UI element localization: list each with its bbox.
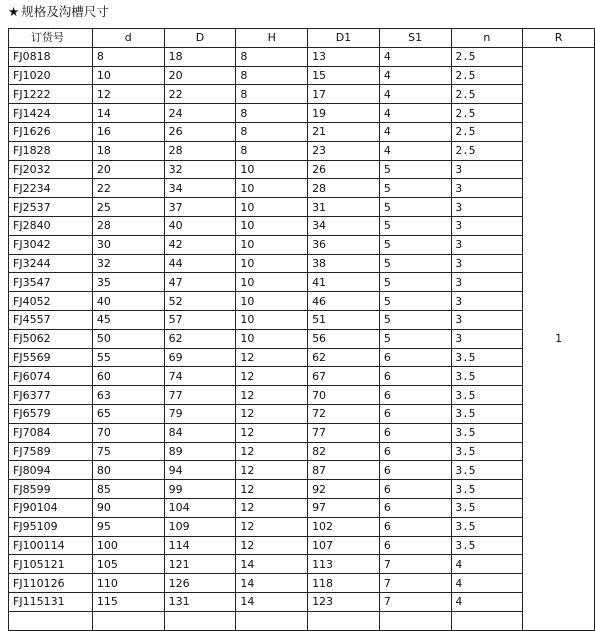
cell-H: 12 <box>236 461 308 480</box>
cell-D: 104 <box>164 498 236 517</box>
cell-D: 42 <box>164 235 236 254</box>
cell-order-no: FJ1020 <box>9 66 93 85</box>
cell-n: 3 <box>451 292 523 311</box>
cell-S1: 7 <box>379 555 451 574</box>
cell-H: 12 <box>236 442 308 461</box>
cell-D1: 31 <box>308 198 380 217</box>
star-icon: ★ <box>8 4 20 19</box>
cell-order-no: FJ2840 <box>9 216 93 235</box>
cell-D1: 15 <box>308 66 380 85</box>
cell-n: 4 <box>451 592 523 611</box>
table-row <box>9 179 595 198</box>
cell-D: 22 <box>164 85 236 104</box>
column-header-order-no: 订货号 <box>9 29 93 48</box>
table-row <box>9 66 595 85</box>
cell-H: 12 <box>236 367 308 386</box>
cell-d: 115 <box>92 592 164 611</box>
table-row-cutoff <box>9 611 595 630</box>
cell-n: 3 <box>451 310 523 329</box>
table-row <box>9 442 595 461</box>
cell-H: 8 <box>236 104 308 123</box>
cell-n: 3 <box>451 235 523 254</box>
table-row <box>9 555 595 574</box>
cell-D: 89 <box>164 442 236 461</box>
cell-H: 14 <box>236 592 308 611</box>
cell-n: 2.5 <box>451 47 523 66</box>
cell-D1: 72 <box>308 404 380 423</box>
cell-D1: 87 <box>308 461 380 480</box>
cell-D: 131 <box>164 592 236 611</box>
cell-D1: 123 <box>308 592 380 611</box>
cell-D: 32 <box>164 160 236 179</box>
cell-order-no: FJ6377 <box>9 386 93 405</box>
cell-D: 34 <box>164 179 236 198</box>
cell-H: 12 <box>236 517 308 536</box>
cell-D1: 41 <box>308 273 380 292</box>
cell-D: 24 <box>164 104 236 123</box>
table-row <box>9 480 595 499</box>
cell-H: 12 <box>236 348 308 367</box>
cell-n: 3 <box>451 198 523 217</box>
cell-D1: 17 <box>308 85 380 104</box>
cell-order-no: FJ6579 <box>9 404 93 423</box>
table-row <box>9 536 595 555</box>
table-row <box>9 592 595 611</box>
cell-H: 8 <box>236 66 308 85</box>
cell-D: 18 <box>164 47 236 66</box>
cell-D: 126 <box>164 574 236 593</box>
cell-d: 14 <box>92 104 164 123</box>
cell-D: 28 <box>164 141 236 160</box>
cell-S1: 6 <box>379 498 451 517</box>
cell-D1: 34 <box>308 216 380 235</box>
cell-n: 2.5 <box>451 141 523 160</box>
cell-d: 45 <box>92 310 164 329</box>
table-row <box>9 404 595 423</box>
cell-d: 105 <box>92 555 164 574</box>
cell-H: 12 <box>236 404 308 423</box>
cell-S1: 5 <box>379 198 451 217</box>
table-row <box>9 310 595 329</box>
cell-order-no: FJ5062 <box>9 329 93 348</box>
column-header-R: R <box>523 29 595 48</box>
cell-D1: 92 <box>308 480 380 499</box>
cell-S1: 6 <box>379 517 451 536</box>
cell-H: 12 <box>236 386 308 405</box>
cell-S1: 6 <box>379 442 451 461</box>
cell-H: 10 <box>236 160 308 179</box>
cell-n: 3.5 <box>451 480 523 499</box>
spec-table <box>8 28 595 631</box>
empty-cell <box>451 611 523 630</box>
table-header-row <box>9 29 595 48</box>
cell-D1: 113 <box>308 555 380 574</box>
cell-D: 114 <box>164 536 236 555</box>
cell-H: 8 <box>236 85 308 104</box>
cell-H: 10 <box>236 310 308 329</box>
cell-n: 4 <box>451 555 523 574</box>
cell-S1: 5 <box>379 329 451 348</box>
cell-D1: 28 <box>308 179 380 198</box>
cell-order-no: FJ7589 <box>9 442 93 461</box>
cell-H: 14 <box>236 574 308 593</box>
cell-H: 12 <box>236 498 308 517</box>
table-row <box>9 574 595 593</box>
cell-S1: 4 <box>379 66 451 85</box>
cell-S1: 5 <box>379 179 451 198</box>
cell-D1: 97 <box>308 498 380 517</box>
cell-order-no: FJ0818 <box>9 47 93 66</box>
table-row <box>9 329 595 348</box>
cell-order-no: FJ3244 <box>9 254 93 273</box>
cell-order-no: FJ115131 <box>9 592 93 611</box>
cell-order-no: FJ100114 <box>9 536 93 555</box>
cell-D: 62 <box>164 329 236 348</box>
column-header-H: H <box>236 29 308 48</box>
cell-H: 10 <box>236 273 308 292</box>
cell-S1: 6 <box>379 386 451 405</box>
cell-d: 110 <box>92 574 164 593</box>
cell-d: 32 <box>92 254 164 273</box>
cell-D: 74 <box>164 367 236 386</box>
cell-H: 10 <box>236 292 308 311</box>
cell-order-no: FJ5569 <box>9 348 93 367</box>
cell-R: 1 <box>523 47 595 630</box>
table-row <box>9 386 595 405</box>
cell-S1: 5 <box>379 216 451 235</box>
table-row <box>9 198 595 217</box>
table-row <box>9 141 595 160</box>
cell-S1: 5 <box>379 273 451 292</box>
cell-D: 47 <box>164 273 236 292</box>
cell-order-no: FJ105121 <box>9 555 93 574</box>
cell-D: 52 <box>164 292 236 311</box>
cell-D: 37 <box>164 198 236 217</box>
table-row <box>9 85 595 104</box>
cell-D: 94 <box>164 461 236 480</box>
cell-d: 55 <box>92 348 164 367</box>
empty-cell <box>379 611 451 630</box>
cell-d: 65 <box>92 404 164 423</box>
cell-d: 16 <box>92 122 164 141</box>
empty-cell <box>9 611 93 630</box>
cell-d: 20 <box>92 160 164 179</box>
cell-H: 10 <box>236 235 308 254</box>
cell-D: 99 <box>164 480 236 499</box>
cell-H: 10 <box>236 329 308 348</box>
cell-H: 8 <box>236 47 308 66</box>
cell-order-no: FJ4052 <box>9 292 93 311</box>
cell-S1: 4 <box>379 85 451 104</box>
cell-D1: 56 <box>308 329 380 348</box>
empty-cell <box>308 611 380 630</box>
cell-S1: 4 <box>379 104 451 123</box>
cell-D: 79 <box>164 404 236 423</box>
cell-S1: 4 <box>379 47 451 66</box>
section-heading <box>8 2 109 22</box>
column-header-n: n <box>451 29 523 48</box>
cell-n: 3 <box>451 160 523 179</box>
table-row <box>9 423 595 442</box>
cell-order-no: FJ1828 <box>9 141 93 160</box>
cell-S1: 6 <box>379 461 451 480</box>
cell-order-no: FJ1626 <box>9 122 93 141</box>
cell-d: 60 <box>92 367 164 386</box>
cell-S1: 5 <box>379 160 451 179</box>
cell-n: 2.5 <box>451 66 523 85</box>
cell-d: 75 <box>92 442 164 461</box>
cell-D1: 21 <box>308 122 380 141</box>
cell-D: 77 <box>164 386 236 405</box>
cell-n: 3.5 <box>451 461 523 480</box>
cell-d: 63 <box>92 386 164 405</box>
cell-H: 10 <box>236 254 308 273</box>
cell-d: 95 <box>92 517 164 536</box>
cell-d: 70 <box>92 423 164 442</box>
table-row <box>9 367 595 386</box>
table-row <box>9 517 595 536</box>
cell-order-no: FJ7084 <box>9 423 93 442</box>
cell-n: 4 <box>451 574 523 593</box>
cell-D1: 26 <box>308 160 380 179</box>
empty-cell <box>164 611 236 630</box>
table-row <box>9 348 595 367</box>
cell-D: 40 <box>164 216 236 235</box>
cell-D: 84 <box>164 423 236 442</box>
cell-d: 18 <box>92 141 164 160</box>
table-row <box>9 273 595 292</box>
table-body <box>9 47 595 630</box>
cell-H: 12 <box>236 480 308 499</box>
cell-d: 100 <box>92 536 164 555</box>
cell-d: 8 <box>92 47 164 66</box>
column-header-S1: S1 <box>379 29 451 48</box>
cell-n: 3 <box>451 216 523 235</box>
cell-d: 90 <box>92 498 164 517</box>
cell-n: 3 <box>451 329 523 348</box>
cell-order-no: FJ2234 <box>9 179 93 198</box>
cell-D1: 46 <box>308 292 380 311</box>
cell-S1: 5 <box>379 310 451 329</box>
cell-D1: 102 <box>308 517 380 536</box>
cell-order-no: FJ3547 <box>9 273 93 292</box>
cell-D1: 13 <box>308 47 380 66</box>
table-row <box>9 292 595 311</box>
cell-S1: 6 <box>379 423 451 442</box>
cell-D: 44 <box>164 254 236 273</box>
table-row <box>9 235 595 254</box>
cell-d: 28 <box>92 216 164 235</box>
cell-d: 40 <box>92 292 164 311</box>
cell-S1: 7 <box>379 574 451 593</box>
section-title: 规格及沟槽尺寸 <box>21 4 109 19</box>
cell-D1: 77 <box>308 423 380 442</box>
cell-H: 14 <box>236 555 308 574</box>
cell-D1: 51 <box>308 310 380 329</box>
cell-D1: 62 <box>308 348 380 367</box>
cell-S1: 7 <box>379 592 451 611</box>
cell-order-no: FJ90104 <box>9 498 93 517</box>
cell-H: 12 <box>236 536 308 555</box>
cell-n: 3.5 <box>451 386 523 405</box>
cell-d: 30 <box>92 235 164 254</box>
cell-S1: 5 <box>379 235 451 254</box>
cell-D1: 19 <box>308 104 380 123</box>
cell-d: 22 <box>92 179 164 198</box>
cell-D1: 107 <box>308 536 380 555</box>
cell-n: 2.5 <box>451 122 523 141</box>
column-header-d: d <box>92 29 164 48</box>
table-row <box>9 498 595 517</box>
cell-S1: 6 <box>379 536 451 555</box>
cell-D: 109 <box>164 517 236 536</box>
cell-H: 10 <box>236 216 308 235</box>
cell-D1: 70 <box>308 386 380 405</box>
cell-d: 10 <box>92 66 164 85</box>
cell-S1: 6 <box>379 480 451 499</box>
cell-D1: 67 <box>308 367 380 386</box>
cell-S1: 6 <box>379 367 451 386</box>
table-row <box>9 104 595 123</box>
cell-order-no: FJ2032 <box>9 160 93 179</box>
table-row <box>9 47 595 66</box>
cell-D1: 118 <box>308 574 380 593</box>
cell-n: 3.5 <box>451 442 523 461</box>
cell-n: 3 <box>451 179 523 198</box>
table-row <box>9 122 595 141</box>
cell-order-no: FJ1222 <box>9 85 93 104</box>
cell-D: 57 <box>164 310 236 329</box>
cell-d: 50 <box>92 329 164 348</box>
table-row <box>9 461 595 480</box>
cell-D1: 36 <box>308 235 380 254</box>
empty-cell <box>92 611 164 630</box>
cell-n: 3 <box>451 254 523 273</box>
cell-D: 20 <box>164 66 236 85</box>
cell-order-no: FJ6074 <box>9 367 93 386</box>
cell-n: 3.5 <box>451 404 523 423</box>
cell-d: 80 <box>92 461 164 480</box>
cell-S1: 6 <box>379 404 451 423</box>
cell-order-no: FJ3042 <box>9 235 93 254</box>
table-row <box>9 216 595 235</box>
cell-D: 26 <box>164 122 236 141</box>
table-row <box>9 254 595 273</box>
cell-d: 25 <box>92 198 164 217</box>
cell-order-no: FJ4557 <box>9 310 93 329</box>
cell-S1: 4 <box>379 141 451 160</box>
cell-order-no: FJ95109 <box>9 517 93 536</box>
cell-n: 3.5 <box>451 348 523 367</box>
cell-H: 10 <box>236 198 308 217</box>
cell-order-no: FJ8599 <box>9 480 93 499</box>
cell-D: 69 <box>164 348 236 367</box>
cell-D1: 38 <box>308 254 380 273</box>
cell-D1: 82 <box>308 442 380 461</box>
empty-cell <box>236 611 308 630</box>
cell-order-no: FJ8094 <box>9 461 93 480</box>
column-header-D: D <box>164 29 236 48</box>
cell-n: 3.5 <box>451 517 523 536</box>
cell-D1: 23 <box>308 141 380 160</box>
cell-n: 3.5 <box>451 536 523 555</box>
cell-H: 8 <box>236 141 308 160</box>
cell-d: 12 <box>92 85 164 104</box>
cell-n: 3.5 <box>451 498 523 517</box>
cell-S1: 4 <box>379 122 451 141</box>
cell-n: 3 <box>451 273 523 292</box>
column-header-D1: D1 <box>308 29 380 48</box>
cell-H: 12 <box>236 423 308 442</box>
cell-H: 10 <box>236 179 308 198</box>
cell-order-no: FJ110126 <box>9 574 93 593</box>
cell-S1: 5 <box>379 254 451 273</box>
cell-d: 85 <box>92 480 164 499</box>
cell-order-no: FJ1424 <box>9 104 93 123</box>
cell-n: 3.5 <box>451 367 523 386</box>
cell-n: 3.5 <box>451 423 523 442</box>
cell-n: 2.5 <box>451 85 523 104</box>
cell-H: 8 <box>236 122 308 141</box>
cell-S1: 6 <box>379 348 451 367</box>
cell-order-no: FJ2537 <box>9 198 93 217</box>
cell-n: 2.5 <box>451 104 523 123</box>
cell-D: 121 <box>164 555 236 574</box>
cell-S1: 5 <box>379 292 451 311</box>
table-row <box>9 160 595 179</box>
cell-d: 35 <box>92 273 164 292</box>
